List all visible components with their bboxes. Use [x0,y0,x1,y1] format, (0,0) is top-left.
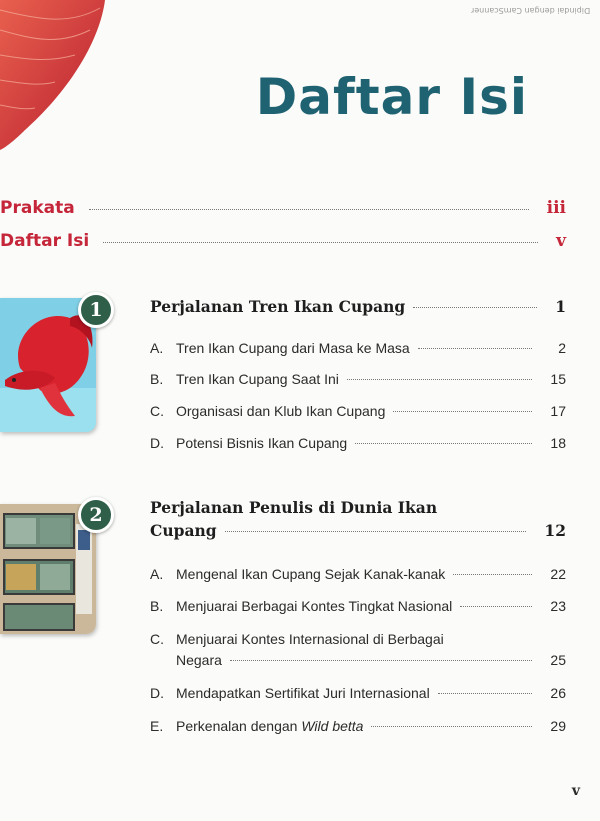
toc-item-1d [150,435,566,451]
item-letter: D. [150,685,164,701]
chapter-title-line: Perjalanan Penulis di Dunia Ikan [150,498,438,517]
dot-leader [413,307,537,308]
dot-leader [230,660,532,661]
chapter-title: Perjalanan Tren Ikan Cupang [150,297,406,316]
toc-item-1a [150,340,566,356]
item-page: 29 [550,718,566,734]
dot-leader [371,726,532,727]
item-page: 22 [550,566,566,582]
chapter-2-heading [150,498,566,540]
chapter-1-heading [150,297,566,316]
item-title: Menjuarai Berbagai Kontes Tingkat Nasional [176,598,453,614]
item-letter: B. [150,371,164,387]
item-letter: B. [150,598,164,614]
page-title: Daftar Isi [255,68,528,126]
item-letter: A. [150,340,164,356]
item-title-italic: Wild betta [301,718,364,734]
chapter-number-badge: 1 [78,292,114,328]
item-title: Mengenal Ikan Cupang Sejak Kanak-kanak [176,566,446,582]
dot-leader [225,531,527,532]
toc-item-1c [150,403,566,419]
dot-leader [453,574,532,575]
item-page: 15 [550,371,566,387]
toc-entry-page: iii [546,198,566,218]
dot-leader [418,348,532,349]
item-page: 17 [550,403,566,419]
toc-entry-page: v [556,231,566,251]
item-page: 23 [550,598,566,614]
toc-item-2a [150,566,566,582]
toc-entry-label: Daftar Isi [0,231,90,251]
item-page: 25 [550,652,566,668]
item-title: Potensi Bisnis Ikan Cupang [176,435,348,451]
scanner-watermark: Dipindai dengan CamScanner [470,6,590,15]
chapter-page: 12 [544,521,566,540]
item-title: Menjuarai Kontes Internasional di Berbagai [176,631,444,647]
item-title: Perkenalan dengan [176,718,302,734]
dot-leader [347,379,532,380]
item-title: Organisasi dan Klub Ikan Cupang [176,403,386,419]
item-letter: C. [150,403,164,419]
item-page: 26 [550,685,566,701]
betta-fin-illustration [0,0,110,150]
item-title-continuation: Negara [176,652,222,668]
item-title: Tren Ikan Cupang dari Masa ke Masa [176,340,410,356]
item-letter: A. [150,566,164,582]
toc-entry-prakata [0,198,566,218]
dot-leader [89,209,529,210]
page-folio: v [571,783,580,799]
toc-item-2d [150,685,566,701]
dot-leader [438,693,532,694]
chapter-title-line: Cupang [150,521,217,540]
dot-leader [460,606,532,607]
toc-entry-label: Prakata [0,198,75,218]
toc-item-1b [150,371,566,387]
item-title: Mendapatkan Sertifikat Juri Internasional [176,685,430,701]
dot-leader [103,242,538,243]
toc-item-2c [150,631,566,668]
item-letter: E. [150,718,164,734]
toc-item-2e [150,718,566,734]
item-letter: C. [150,631,164,647]
chapter-page: 1 [555,297,566,316]
toc-entry-daftar-isi [0,231,566,251]
chapter-number-badge: 2 [78,497,114,533]
item-letter: D. [150,435,164,451]
dot-leader [355,443,532,444]
item-title: Tren Ikan Cupang Saat Ini [176,371,339,387]
dot-leader [393,411,532,412]
toc-item-2b [150,598,566,614]
item-page: 18 [550,435,566,451]
item-page: 2 [558,340,566,356]
